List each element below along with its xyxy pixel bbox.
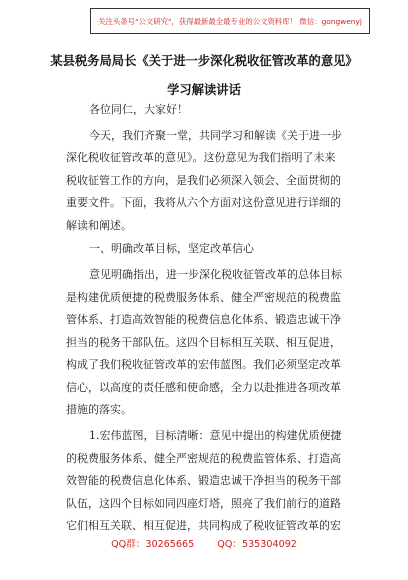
footer-qq-group: QQ群：30265665 bbox=[111, 539, 195, 550]
footer-contacts bbox=[0, 536, 408, 550]
paragraph-line: 构成了我们税收征管改革的宏伟蓝图。我们必须坚定改革 bbox=[66, 358, 341, 371]
subsection-line: 1.宏伟蓝图，目标清晰：意见中提出的构建优质便捷 bbox=[89, 429, 342, 442]
paragraph-line: 意见明确指出，进一步深化税收征管改革的总体目标 bbox=[89, 268, 342, 281]
paragraph-line: 措施的落实。 bbox=[66, 403, 132, 416]
paragraph-line: 它们相互关联、相互促进，共同构成了税收征管改革的宏 bbox=[66, 519, 341, 532]
document-subtitle: 学习解读讲话 bbox=[167, 82, 241, 97]
paragraph-line: 管体系、打造高效智能的税费信息化体系、锻造忠诚干净 bbox=[66, 313, 341, 326]
paragraph-line: 重要文件。下面，我将从六个方面对这份意见进行详细的 bbox=[66, 196, 341, 209]
paragraph-line: 税收征管工作的方向，是我们必须深入领会、全面贯彻的 bbox=[66, 174, 341, 187]
header-banner bbox=[90, 8, 370, 34]
paragraph-line: 深化税收征管改革的意见》。这份意见为我们指明了未来 bbox=[66, 151, 336, 164]
paragraph-line: 的税费服务体系、健全严密规范的税费监管体系、打造高 bbox=[66, 452, 341, 465]
paragraph-line: 担当的税务干部队伍。这四个目标相互关联、相互促进， bbox=[66, 336, 341, 349]
section-heading: 一、明确改革目标，坚定改革信心 bbox=[89, 242, 254, 255]
footer-qq: QQ：535304092 bbox=[217, 539, 297, 550]
greeting-line: 各位同仁，大家好！ bbox=[89, 103, 188, 116]
banner-text: 关注头条号"公文研究"，获得最新最全最专业的公文资料库！ 微信：gongwenyj bbox=[98, 16, 362, 26]
paragraph-line: 队伍，这四个目标如同四座灯塔，照亮了我们前行的道路 bbox=[66, 497, 341, 510]
paragraph-line: 是构建优质便捷的税费服务体系、健全严密规范的税费监 bbox=[66, 291, 341, 304]
paragraph-line: 解读和阐述。 bbox=[66, 219, 132, 232]
paragraph-line: 信心，以高度的责任感和使命感，全力以赴推进各项改革 bbox=[66, 381, 341, 394]
paragraph-line: 效智能的税费信息化体系、锻造忠诚干净担当的税务干部 bbox=[66, 474, 341, 487]
document-title: 某县税务局局长《关于进一步深化税收征管改革的意见》 bbox=[50, 53, 358, 68]
paragraph-line: 今天，我们齐聚一堂，共同学习和解读《关于进一步 bbox=[89, 129, 342, 142]
